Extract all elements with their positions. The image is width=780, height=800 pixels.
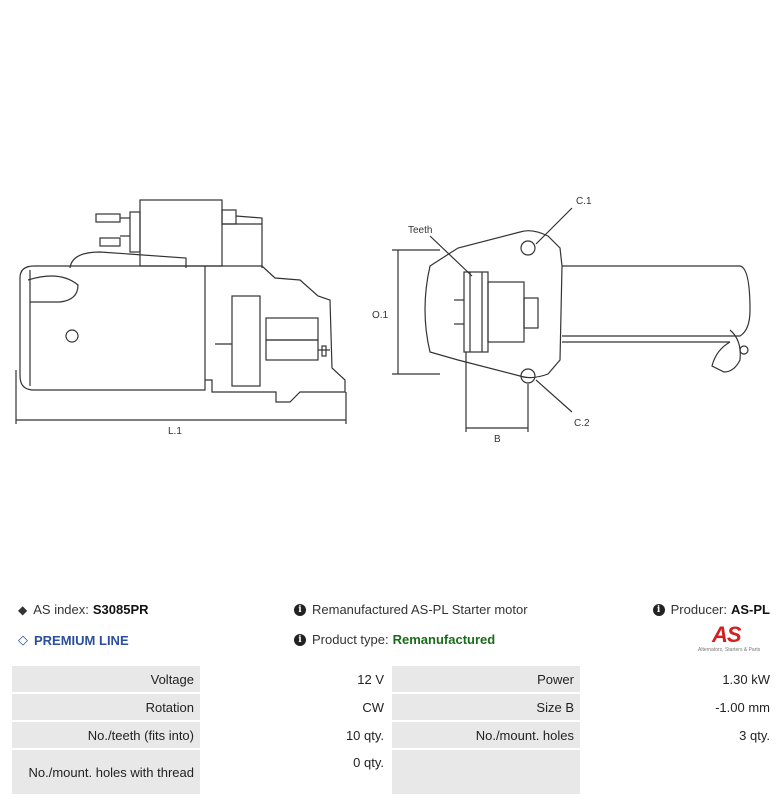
spec-label: Power [391, 665, 581, 693]
front-view [425, 231, 750, 383]
spec-label: Rotation [11, 693, 201, 721]
description-text: Remanufactured AS-PL Starter motor [312, 602, 528, 617]
spec-label: No./teeth (fits into) [11, 721, 201, 749]
as-pl-logo [698, 622, 772, 656]
dimension-l1-label: L.1 [168, 426, 182, 437]
info-icon: i [294, 634, 306, 646]
spec-value [581, 749, 777, 795]
spec-label: No./mount. holes [391, 721, 581, 749]
logo-tagline: Alternators, Starters & Parts [698, 647, 761, 653]
spec-value: 0 qty. [201, 749, 391, 795]
spec-label [391, 749, 581, 795]
tag-icon: ◆ [18, 602, 28, 617]
product-type-label: Product type: [312, 632, 389, 647]
as-index [18, 602, 149, 617]
spec-label: Voltage [11, 665, 201, 693]
spec-label: No./mount. holes with thread [11, 749, 201, 795]
spec-value: CW [201, 693, 391, 721]
spec-value: 12 V [201, 665, 391, 693]
producer-value: AS-PL [731, 602, 770, 617]
table-row [11, 693, 777, 721]
premium-line-badge [18, 632, 129, 648]
side-view [20, 200, 345, 402]
info-icon: i [294, 604, 306, 616]
spec-label: Size B [391, 693, 581, 721]
table-row [11, 665, 777, 693]
dimension-c2-label: C.2 [574, 418, 590, 429]
producer [653, 602, 770, 617]
dimension-o1-label: O.1 [372, 310, 389, 321]
producer-label: Producer: [670, 602, 727, 617]
specs-table [10, 664, 778, 796]
dimension-b-label: B [494, 434, 501, 445]
logo-mark: AS [712, 622, 741, 647]
product-type-value: Remanufactured [392, 632, 496, 647]
product-description [294, 602, 528, 617]
teeth-label: Teeth [408, 225, 433, 236]
spec-value: 1.30 kW [581, 665, 777, 693]
as-index-label: AS index: [33, 602, 89, 617]
premium-line-text: PREMIUM LINE [34, 632, 129, 648]
dimension-c1-label: C.1 [576, 196, 592, 207]
as-index-value: S3085PR [92, 602, 149, 617]
spec-value: 10 qty. [201, 721, 391, 749]
info-icon: i [653, 604, 665, 616]
product-type [294, 632, 495, 647]
spec-value: 3 qty. [581, 721, 777, 749]
table-row [11, 721, 777, 749]
table-row [11, 749, 777, 795]
spec-value: -1.00 mm [581, 693, 777, 721]
diamond-icon: ◇ [18, 632, 28, 647]
